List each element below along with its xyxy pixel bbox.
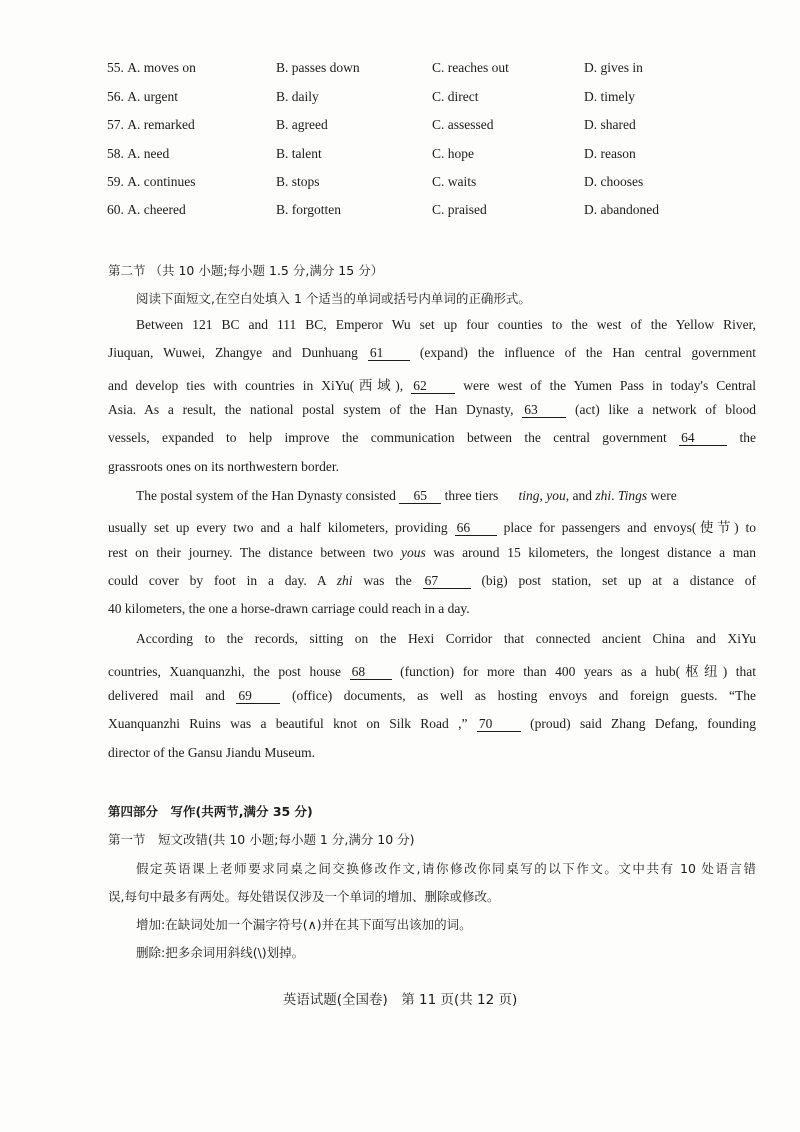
passage-line: Jiuquan, Wuwei, Zhangye and Dunhuang 61 (expand) the influence of the Han central government xyxy=(108,345,757,360)
option-row-55 xyxy=(0,60,800,80)
passage-line: director of the Gansu Jiandu Museum. xyxy=(108,745,315,760)
passage-line: usually set up every two and a half kilometers, providing 66 place for passengers and envoys(使节) to xyxy=(108,520,757,535)
option-row-58 xyxy=(0,146,800,166)
option-d: D. gives in xyxy=(584,60,643,75)
blank-68: 68 xyxy=(350,665,392,680)
option-b: B. talent xyxy=(276,146,322,161)
blank-67: 67 xyxy=(423,574,471,589)
part4-instruction: 增加:在缺词处加一个漏字符号(∧)并在其下面写出该加的词。 xyxy=(136,917,472,932)
option-d: D. abandoned xyxy=(584,202,659,217)
blank-70: 70 xyxy=(477,717,521,732)
option-row-56 xyxy=(0,89,800,109)
part4-instruction: 误,每句中最多有两处。每处错误仅涉及一个单词的增加、删除或修改。 xyxy=(108,889,500,904)
option-a: 60. A. cheered xyxy=(107,202,186,217)
option-b: B. agreed xyxy=(276,117,328,132)
option-row-60 xyxy=(0,202,800,222)
option-c: C. waits xyxy=(432,174,477,189)
option-a: 55. A. moves on xyxy=(107,60,196,75)
page-footer: 英语试题(全国卷) 第 11 页(共 12 页) xyxy=(282,992,518,1008)
part4-section1: 第一节 短文改错(共 10 小题;每小题 1 分,满分 10 分) xyxy=(108,832,415,847)
section2-heading: 第二节 （共 10 小题;每小题 1.5 分,满分 15 分） xyxy=(108,263,384,278)
blank-65: 65 xyxy=(399,489,441,504)
passage-line: grassroots ones on its northwestern border. xyxy=(108,459,339,474)
blank-62: 62 xyxy=(411,379,455,394)
option-c: C. praised xyxy=(432,202,487,217)
option-b: B. stops xyxy=(276,174,320,189)
option-a: 57. A. remarked xyxy=(107,117,195,132)
passage-line: 40 kilometers, the one a horse-drawn carriage could reach in a day. xyxy=(108,601,470,616)
option-d: D. timely xyxy=(584,89,635,104)
option-row-57 xyxy=(0,117,800,137)
blank-63: 63 xyxy=(522,403,566,418)
passage-line: countries, Xuanquanzhi, the post house 68 (function) for more than 400 years as a hub(枢纽) that xyxy=(108,664,757,679)
option-c: C. hope xyxy=(432,146,474,161)
passage-line: rest on their journey. The distance between two yous was around 15 kilometers, the longest distance a man xyxy=(108,545,757,560)
option-row-59 xyxy=(0,174,800,194)
section2-instruction: 阅读下面短文,在空白处填入 1 个适当的单词或括号内单词的正确形式。 xyxy=(136,291,531,306)
blank-69: 69 xyxy=(236,689,280,704)
passage-line: Asia. As a result, the national postal system of the Han Dynasty, 63 (act) like a network of blood xyxy=(108,402,757,417)
passage-line: vessels, expanded to help improve the communication between the central government 64 the xyxy=(108,430,756,445)
option-b: B. passes down xyxy=(276,60,360,75)
blank-64: 64 xyxy=(679,431,727,446)
passage-line: The postal system of the Han Dynasty consisted 65 three tiers ting, you, and zhi. Tings were xyxy=(136,488,677,503)
option-d: D. shared xyxy=(584,117,636,132)
passage-line: Between 121 BC and 111 BC, Emperor Wu set up four counties to the west of the Yellow River, xyxy=(136,317,756,332)
passage-line: could cover by foot in a day. A zhi was the 67 (big) post station, set up at a distance of xyxy=(108,573,757,588)
passage-line: Xuanquanzhi Ruins was a beautiful knot on Silk Road ,” 70 (proud) said Zhang Defang, founding xyxy=(108,716,757,731)
option-a: 58. A. need xyxy=(107,146,170,161)
option-d: D. reason xyxy=(584,146,636,161)
part4-instruction: 删除:把多余词用斜线(\)划掉。 xyxy=(136,945,305,960)
option-d: D. chooses xyxy=(584,174,644,189)
passage-line: According to the records, sitting on the Hexi Corridor that connected ancient China and XiYu xyxy=(136,631,756,646)
option-c: C. reaches out xyxy=(432,60,509,75)
passage-line: and develop ties with countries in XiYu(西域), 62 were west of the Yumen Pass in today's Central xyxy=(108,378,756,393)
option-c: C. direct xyxy=(432,89,479,104)
option-b: B. forgotten xyxy=(276,202,341,217)
option-c: C. assessed xyxy=(432,117,494,132)
blank-66: 66 xyxy=(455,521,497,536)
passage-line: delivered mail and 69 (office) documents, as well as hosting envoys and foreign guests. “The xyxy=(108,688,756,703)
part4-instruction: 假定英语课上老师要求同桌之间交换修改作文,请你修改你同桌写的以下作文。文中共有 10 处语言错 xyxy=(136,861,756,876)
part4-heading: 第四部分 写作(共两节,满分 35 分) xyxy=(108,804,313,819)
blank-61: 61 xyxy=(368,346,410,361)
option-b: B. daily xyxy=(276,89,319,104)
option-a: 56. A. urgent xyxy=(107,89,178,104)
option-a: 59. A. continues xyxy=(107,174,196,189)
